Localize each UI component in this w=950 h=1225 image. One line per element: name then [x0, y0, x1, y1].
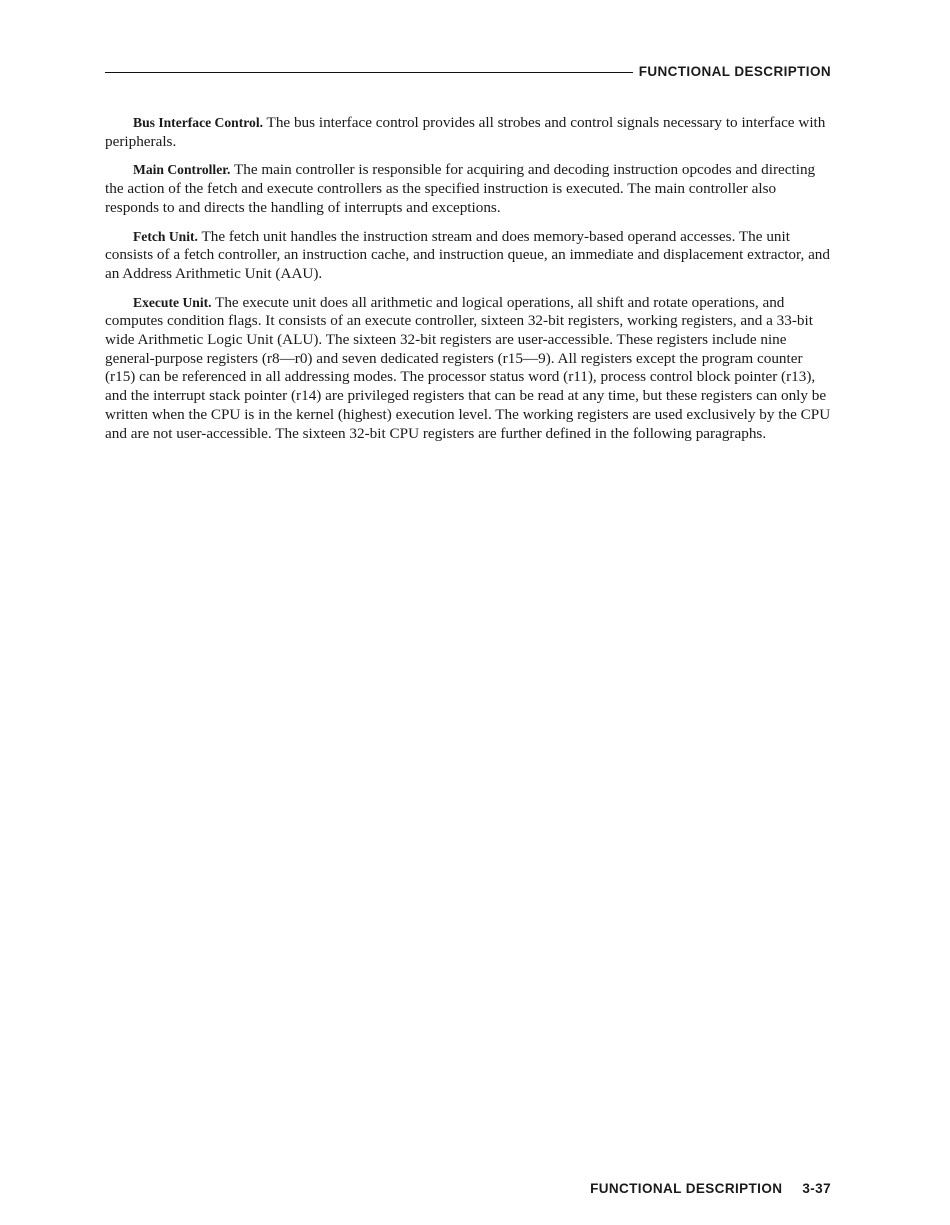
header-title: FUNCTIONAL DESCRIPTION [638, 63, 831, 79]
paragraph-fetch-unit [105, 228, 833, 284]
paragraph-heading: Bus Interface Control. [133, 115, 264, 130]
footer-title: FUNCTIONAL DESCRIPTION [590, 1181, 783, 1196]
running-header [105, 61, 831, 81]
paragraph-heading: Fetch Unit. [133, 228, 198, 244]
paragraph-main-controller [105, 161, 833, 217]
paragraph-heading: Execute Unit. [133, 294, 212, 310]
paragraph-text: The bus interface control provides all strobes and control signals necessary to interface with peripherals. [105, 114, 826, 150]
running-footer [590, 1181, 831, 1196]
paragraph-text: The fetch unit handles the instruction stream and does memory-based operand accesses. The unit consists of a fetch controller, an instruction cache, and instruction queue, an immediate and displacement extractor, and an Address Arithmetic Unit (AAU). [105, 227, 830, 282]
paragraph-bus-interface-control [105, 114, 833, 151]
paragraph-text: The execute unit does all arithmetic and logical operations, all shift and rotate operations, and computes condition flags. It consists of an execute controller, sixteen 32-bit registers, working registers, and a 33-bit wide Arithmetic Logic Unit (ALU). The sixteen 32-bit registers are user-accessible. These registers include nine general-purpose registers (r8—r0) and seven dedicated registers (r15—9). All registers except the program counter (r15) can be referenced in all addressing modes. The processor status word (r11), process control block pointer (r13), and the interrupt stack pointer (r14) are privileged registers that can be read at any time, but these registers can only be written when the CPU is in the kernel (highest) execution level. The working registers are used exclusively by the CPU and are not user-accessible. The sixteen 32-bit CPU registers are further defined in the following paragraphs. [105, 293, 831, 442]
paragraph-text: The main controller is responsible for acquiring and decoding instruction opcodes and directing the action of the fetch and execute controllers as the specified instruction is executed. The main controller also responds to and directs the handling of interrupts and exceptions. [105, 161, 816, 216]
header-rule [105, 72, 633, 73]
paragraph-heading: Main Controller. [133, 162, 231, 178]
paragraph-execute-unit [105, 294, 833, 444]
page-number: 3-37 [802, 1181, 831, 1196]
document-body [105, 114, 833, 453]
